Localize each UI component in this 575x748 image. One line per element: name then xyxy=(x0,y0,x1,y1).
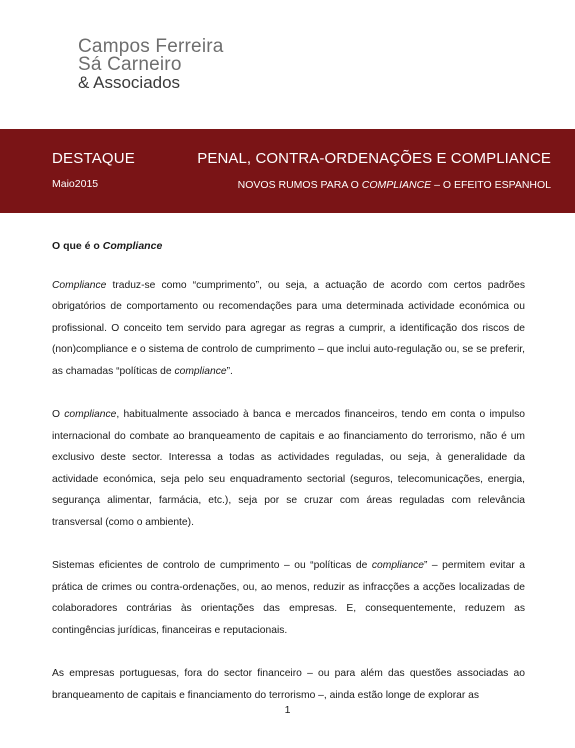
logo-line-2: Sá Carneiro xyxy=(78,54,182,75)
section-heading xyxy=(52,236,525,258)
p1-text-b: ”. xyxy=(226,365,233,377)
page-number: 1 xyxy=(284,704,291,716)
p1-em1: Compliance xyxy=(52,279,107,291)
p3-post: ” – permitem evitar a prática de crimes ou contra-ordenações, ou, ao menos, reduzir as infracções a acções localizadas de colaboradores contrárias às orientações das empresas. E, consequentemente, reduzem as contingências jurídicas, financeiras e reputacionais. xyxy=(52,560,525,636)
article-body xyxy=(52,236,525,706)
p3-pre: Sistemas eficientes de controlo de cumprimento – ou “políticas de xyxy=(52,560,372,571)
subtitle-em: COMPLIANCE xyxy=(361,179,432,191)
practice-area-title: PENAL, CONTRA-ORDENAÇÕES E COMPLIANCE xyxy=(197,150,551,167)
issue-date: Maio2015 xyxy=(52,178,99,190)
article-subtitle xyxy=(238,179,551,191)
paragraph-1 xyxy=(52,275,525,383)
heading-em: Compliance xyxy=(102,240,163,252)
company-logo xyxy=(78,38,224,92)
p3-em: compliance xyxy=(371,560,424,571)
p2-pre: O xyxy=(52,409,65,420)
p2-em: compliance xyxy=(64,409,117,420)
subtitle-post: – O EFEITO ESPANHOL xyxy=(431,179,551,191)
header-banner xyxy=(0,129,575,213)
subtitle-pre: NOVOS RUMOS PARA O xyxy=(237,179,362,191)
paragraph-3 xyxy=(52,555,525,641)
p2-post: , habitualmente associado à banca e mercados financeiros, tendo em conta o impulso internacional do combate ao branqueamento de capitais e ao financiamento do terrorismo, não é um exclusivo deste sector. Interessa a todas as actividades reguladas, ou seja, à generalidade da actividade económica, seja pelo seu enquadramento sectorial (seguros, telecomunicações, energia, segurança alimentar, farmácia, etc.), seja por se cruzar com áreas reguladas com relevância transversal (como o ambiente). xyxy=(52,409,525,528)
paragraph-4: As empresas portuguesas, fora do sector financeiro – ou para além das questões associadas ao branqueamento de capitais e financiamento do terrorismo –, ainda estão longe de explorar as xyxy=(52,668,525,701)
heading-pre: O que é o xyxy=(52,240,103,252)
section-label: DESTAQUE xyxy=(52,150,136,167)
logo-line-1: Campos Ferreira xyxy=(78,36,224,57)
p1-em2: compliance xyxy=(174,365,227,377)
p1-text-a: traduz-se como “cumprimento”, ou seja, a actuação de acordo com certos padrões obrigatórios de comportamento ou recomendações para uma determinada actividade económica ou profissional. O conceito tem servido para agregar as regras a cumprir, a identificação dos riscos de (non)compliance e o sistema de controlo de cumprimento – que inclui auto-regulação ou, se se preferir, as chamadas “políticas de xyxy=(52,279,525,377)
logo-line-3: & Associados xyxy=(78,73,181,92)
paragraph-2 xyxy=(52,404,525,533)
